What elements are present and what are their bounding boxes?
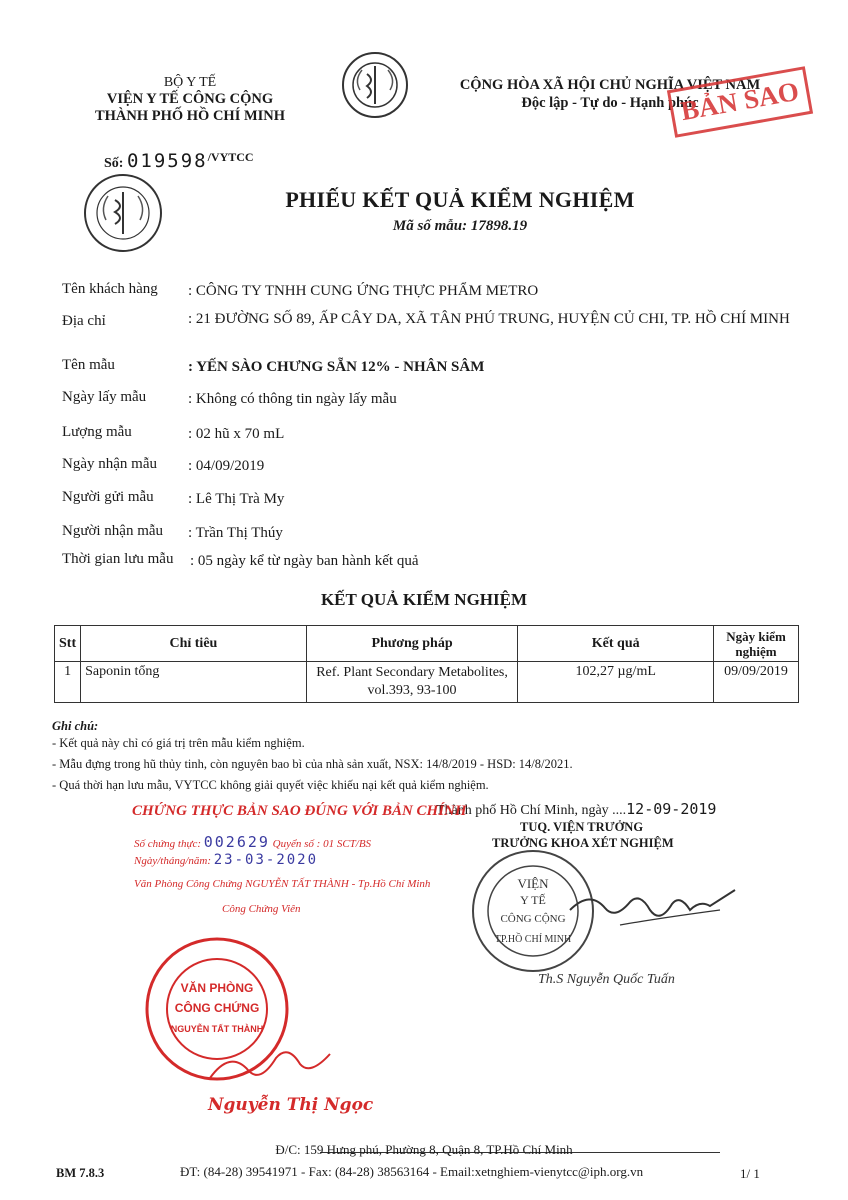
notary-role: Công Chứng Viên <box>222 903 301 915</box>
notary-date-line <box>134 852 318 868</box>
notary-date: 23-03-2020 <box>213 852 319 868</box>
footer-contact: ĐT: (84-28) 39541971 - Fax: (84-28) 38563164 - Email:xetnghiem-vienytcc@iph.org.vn <box>180 1164 644 1179</box>
seal-line-4: TP.HỒ CHÍ MINH <box>494 934 572 945</box>
notes-title: Ghi chú: <box>52 719 99 733</box>
cell-test-date: 09/09/2019 <box>714 662 799 703</box>
info-label-quantity: Lượng mẫu <box>62 424 132 440</box>
info-label-sample-name: Tên mẫu <box>62 357 115 373</box>
signature-place-label: Thành phố Hồ Chí Minh, ngày <box>436 803 609 818</box>
info-label-received-date: Ngày nhận mẫu <box>62 456 157 472</box>
notary-cert-number: 002629 <box>203 833 270 851</box>
signature-date: 12-09-2019 <box>626 800 717 818</box>
director-signature <box>560 880 760 940</box>
doc-number-suffix: /VYTCC <box>207 150 254 164</box>
republic-name: CỘNG HÒA XÃ HỘI CHỦ NGHĨA VIỆT NAM <box>459 77 761 93</box>
notary-book-label: Quyển số : 01 SCT/BS <box>272 838 372 850</box>
info-label-sender: Người gửi mẫu <box>62 489 154 505</box>
cell-method: Ref. Plant Secondary Metabolites, vol.393, 93-100 <box>306 662 518 703</box>
notes <box>52 716 573 796</box>
info-label-sampling-date: Ngày lấy mẫu <box>62 389 147 405</box>
cell-result: 102,27 µg/mL <box>518 662 714 703</box>
notary-date-label: Ngày/tháng/năm: <box>134 855 211 867</box>
seal-line-3: CÔNG CỘNG <box>500 913 566 925</box>
notary-office: Văn Phòng Công Chứng NGUYỄN TẤT THÀNH - Tp.Hồ Chí Minh <box>134 878 431 890</box>
info-value-quantity: : 02 hũ x 70 mL <box>188 426 285 442</box>
table-header-row <box>55 626 799 662</box>
col-stt: Stt <box>55 626 81 662</box>
info-value-retention: : 05 ngày kể từ ngày ban hành kết quả <box>190 553 419 569</box>
national-motto: Độc lập - Tự do - Hạnh phúc <box>521 95 699 111</box>
signatory-name: Th.S Nguyễn Quốc Tuấn <box>538 972 675 987</box>
note-item: - Mẫu đựng trong hũ thủy tinh, còn nguyên bao bì của nhà sản xuất, NSX: 14/8/2019 - HSD: 14/8/2021. <box>52 757 573 771</box>
institute-name: VIỆN Y TẾ CÔNG CỘNG <box>106 91 274 107</box>
notary-name: Nguyễn Thị Ngọc <box>208 1095 374 1115</box>
note-item: - Quá thời hạn lưu mẫu, VYTCC không giải quyết việc khiếu nại kết quả kiểm nghiệm. <box>52 778 489 792</box>
doc-number-line <box>104 150 254 172</box>
notary-seal-line-3: NGUYỄN TẤT THÀNH <box>170 1024 264 1034</box>
info-label-address: Địa chỉ <box>62 313 106 329</box>
header-left <box>60 74 320 125</box>
doc-number: 019598 <box>126 150 208 172</box>
info-value-received-date: : 04/09/2019 <box>188 458 265 474</box>
institute-seal-icon <box>82 172 164 254</box>
doc-number-label: Số: <box>104 156 124 171</box>
info-value-address: : 21 ĐƯỜNG SỐ 89, ẤP CÂY DA, XÃ TÂN PHÚ TRUNG, HUYỆN CỦ CHI, TP. HỒ CHÍ MINH <box>188 311 790 327</box>
info-label-customer: Tên khách hàng <box>62 281 158 297</box>
institute-emblem <box>340 50 410 120</box>
col-criterion: Chỉ tiêu <box>81 626 307 662</box>
seal-line-2: Y TẾ <box>520 893 546 907</box>
city-name: THÀNH PHỐ HỒ CHÍ MINH <box>94 108 286 124</box>
col-result: Kết quả <box>518 626 714 662</box>
footer-form-code: BM 7.8.3 <box>56 1166 105 1180</box>
note-item: - Kết quả này chỉ có giá trị trên mẫu kiểm nghiệm. <box>52 736 305 750</box>
notary-seal-line-2: CÔNG CHỨNG <box>174 1001 260 1015</box>
footer-address: Đ/C: 159 Hưng phú, Phường 8, Quận 8, TP.Hồ Chí Minh <box>275 1142 573 1157</box>
info-value-receiver: : Trần Thị Thúy <box>188 525 283 541</box>
document-title: PHIẾU KẾT QUẢ KIỂM NGHIỆM <box>285 187 635 212</box>
copy-stamp: BẢN SAO <box>667 66 813 138</box>
table-row <box>55 662 799 703</box>
info-value-sampling-date: : Không có thông tin ngày lấy mẫu <box>188 391 397 407</box>
notary-signature <box>200 1040 340 1090</box>
info-value-sender: : Lê Thị Trà My <box>188 491 285 507</box>
results-title: KẾT QUẢ KIỂM NGHIỆM <box>320 590 528 609</box>
footer-page: 1/ 1 <box>740 1166 760 1181</box>
notary-heading: CHỨNG THỰC BẢN SAO ĐÚNG VỚI BẢN CHÍNH <box>132 803 467 819</box>
signature-place: Thành phố Hồ Chí Minh, ngày ....12-09-2019 <box>436 800 717 818</box>
cell-criterion: Saponin tổng <box>81 662 307 703</box>
signature-title-1: TUQ. VIỆN TRƯỞNG <box>520 820 644 834</box>
info-value-customer: : CÔNG TY TNHH CUNG ỨNG THỰC PHẨM METRO <box>188 283 539 299</box>
cell-stt: 1 <box>55 662 81 703</box>
results-table <box>54 625 799 703</box>
col-test-date: Ngày kiểm nghiệm <box>714 626 799 662</box>
sample-code: Mã số mẫu: 17898.19 <box>392 218 528 234</box>
ministry-name: BỘ Y TẾ <box>163 75 217 90</box>
signature-title-2: TRƯỞNG KHOA XÉT NGHIỆM <box>492 836 674 850</box>
seal-line-1: VIỆN <box>517 876 549 891</box>
info-label-retention: Thời gian lưu mẫu <box>62 551 174 567</box>
notary-seal-line-1: VĂN PHÒNG <box>180 981 254 995</box>
info-value-sample-name: : YẾN SÀO CHƯNG SẴN 12% - NHÂN SÂM <box>188 359 485 375</box>
notary-cert-label: Số chứng thực: <box>134 838 201 850</box>
col-method: Phương pháp <box>306 626 518 662</box>
info-label-receiver: Người nhận mẫu <box>62 523 164 539</box>
notary-cert-line <box>134 833 371 851</box>
